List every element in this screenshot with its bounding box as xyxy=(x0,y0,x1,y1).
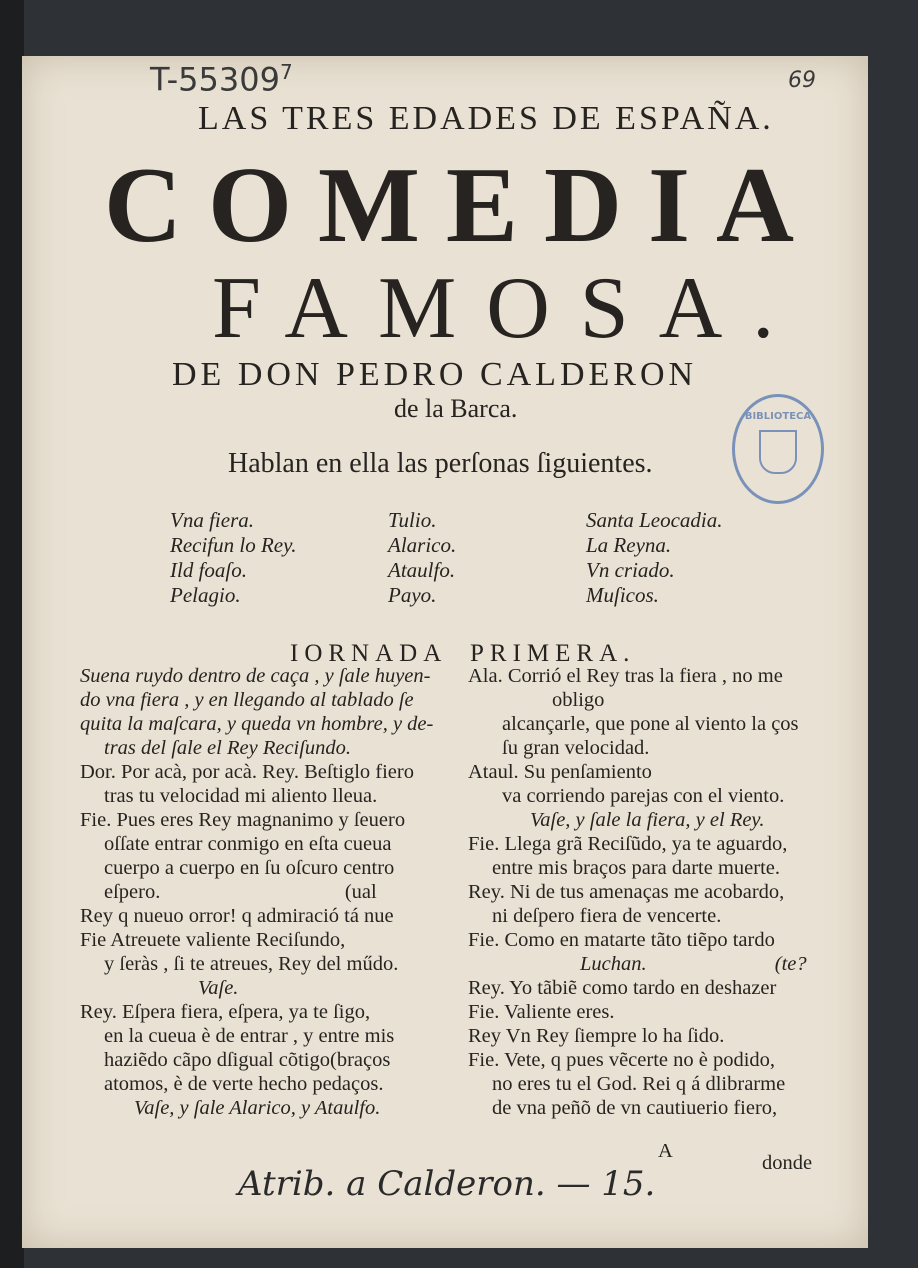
text-line: quita la maſcara, y queda vn hombre, y de- xyxy=(80,713,434,735)
shelfmark-annotation: T-55309$^7$ xyxy=(150,60,293,99)
text-line: Fie. Llega grã Reciſũdo, ya te aguardo, xyxy=(468,833,788,855)
cast-entry: Ild foaſo. xyxy=(170,558,247,582)
cast-entry: Santa Leocadia. xyxy=(586,508,723,532)
book-edge xyxy=(0,0,24,1268)
text-line: Rey. Eſpera fiera, eſpera, ya te ſigo, xyxy=(80,1001,371,1023)
text-line: ni deſpero fiera de vencerte. xyxy=(492,905,722,927)
title-line-1: LAS TRES EDADES DE ESPAÑA. xyxy=(198,100,774,137)
text-line: cuerpo a cuerpo en ſu oſcuro centro xyxy=(104,857,395,879)
text-line: Ala. Corrió el Rey tras la fiera , no me xyxy=(468,665,783,687)
text-line: do vna fiera , y en llegando al tablado ſe xyxy=(80,689,414,711)
text-line: Rey. Ni de tus amenaças me acobardo, xyxy=(468,881,785,903)
text-line: eſpero. (ual xyxy=(104,881,377,903)
left-text-column xyxy=(80,666,433,1122)
text-line: Fie. Vete, q pues vẽcerte no è podido, xyxy=(468,1049,776,1071)
text-line: Vaſe, y ſale Alarico, y Ataulfo. xyxy=(134,1097,381,1119)
cast-entry: Pelagio. xyxy=(170,583,241,607)
text-line: oſſate entrar conmigo en eſta cueua xyxy=(104,833,392,855)
document-page xyxy=(22,56,868,1248)
cast-entry: Muſicos. xyxy=(586,583,659,607)
cast-column-2 xyxy=(388,508,456,608)
jornada-label: IORNADA xyxy=(290,640,448,667)
text-line: tras tu velocidad mi aliento lleua. xyxy=(104,785,378,807)
text-line: en la cueua è de entrar , y entre mis xyxy=(104,1025,395,1047)
text-line: y ſeràs , ſi te atreues, Rey del műdo. xyxy=(104,953,399,975)
cast-entry: Tulio. xyxy=(388,508,437,532)
jornada-primera: PRIMERA. xyxy=(470,640,636,667)
cast-entry: Vna fiera. xyxy=(170,508,254,532)
personas-heading: Hablan en ella las perſonas ſiguientes. xyxy=(228,448,653,479)
signature-mark: A xyxy=(658,1140,673,1162)
text-line: Suena ruydo dentro de caça , y ſale huyen- xyxy=(80,665,431,687)
cast-entry: Payo. xyxy=(388,583,437,607)
text-line: Fie. Como en matarte tãto tiẽpo tardo xyxy=(468,929,775,951)
title-famosa: FAMOSA. xyxy=(212,260,805,357)
text-line: Rey Vn Rey ſiempre lo ha ſido. xyxy=(468,1025,725,1047)
text-line: atomos, è de verte hecho pedaços. xyxy=(104,1073,384,1095)
title-author-2: de la Barca. xyxy=(394,394,518,423)
cast-entry: Vn criado. xyxy=(586,558,675,582)
text-line: alcançarle, que pone al viento la ços xyxy=(502,713,799,735)
text-line: Fie. Pues eres Rey magnanimo y ſeuero xyxy=(80,809,406,831)
cast-entry: Recifun lo Rey. xyxy=(170,533,297,557)
text-line: Rey. Yo tãbiẽ como tardo en deshazer xyxy=(468,977,777,999)
text-line: obligo xyxy=(552,689,605,711)
text-line: no eres tu el God. Rei q á dlibrarme xyxy=(492,1073,786,1095)
text-line: Rey q nueuo orror! q admiració tá nue xyxy=(80,905,394,927)
cast-column-1 xyxy=(170,508,297,608)
text-line: Fie Atreuete valiente Reciſundo, xyxy=(80,929,346,951)
text-line: Vaſe. xyxy=(198,977,239,999)
text-line: va corriendo parejas con el viento. xyxy=(502,785,785,807)
text-line: Luchan. (te? xyxy=(580,953,807,975)
catchword: donde xyxy=(762,1152,813,1174)
folio-number: 69 xyxy=(788,68,816,93)
text-line: de vna peñõ de vn cautiuerio fiero, xyxy=(492,1097,778,1119)
cast-entry: Alarico. xyxy=(388,533,457,557)
cast-entry: Ataulfo. xyxy=(388,558,456,582)
text-line: haziẽdo cãpo dſigual cõtigo(braços xyxy=(104,1049,391,1071)
text-line: ſu gran velocidad. xyxy=(502,737,650,759)
handwritten-attribution: Atrib. a Calderon. — 15. xyxy=(238,1164,656,1204)
cast-entry: La Reyna. xyxy=(586,533,672,557)
text-line: Fie. Valiente eres. xyxy=(468,1001,615,1023)
library-stamp: BIBLIOTECA xyxy=(732,394,824,504)
text-line: tras del ſale el Rey Reciſundo. xyxy=(104,737,352,759)
text-line: entre mis braços para darte muerte. xyxy=(492,857,781,879)
right-text-column xyxy=(468,666,807,1122)
title-author: DE DON PEDRO CALDERON xyxy=(172,356,698,393)
title-comedia: COMEDIA xyxy=(104,146,820,265)
text-line: Dor. Por acà, por acà. Rey. Beſtiglo fiero xyxy=(80,761,414,783)
text-line: Ataul. Su penſamiento xyxy=(468,761,652,783)
text-line: Vaſe, y ſale la fiera, y el Rey. xyxy=(530,809,765,831)
cast-column-3 xyxy=(586,508,723,608)
